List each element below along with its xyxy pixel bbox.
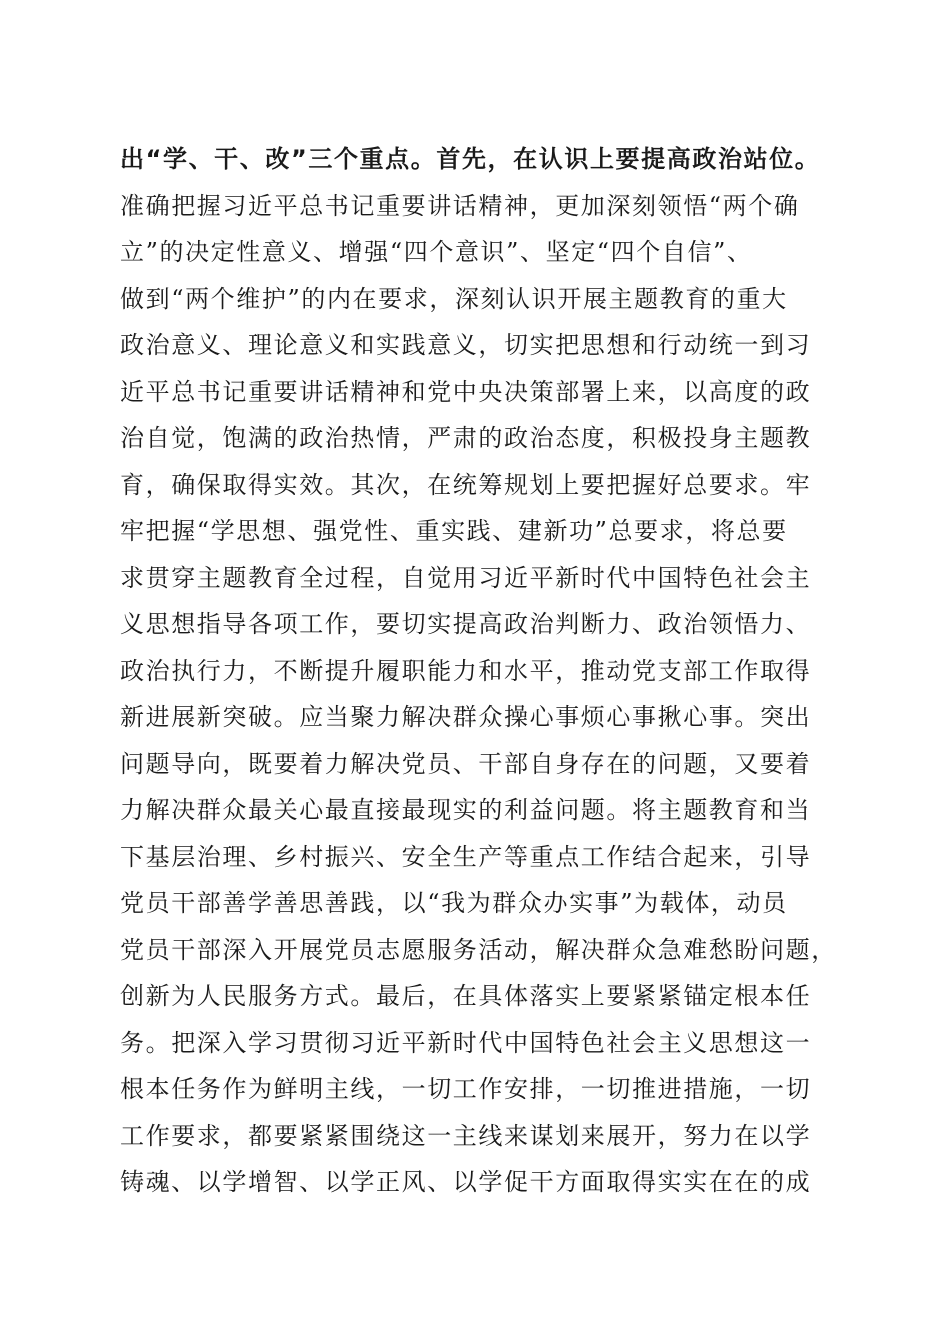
text-line bbox=[120, 601, 835, 648]
text-line bbox=[120, 927, 835, 974]
bold-text-run: 出“学、干、改”三个重点。 bbox=[120, 145, 437, 173]
text-run: 政治意义、理论意义和实践意义，切实把思想和行动统一到习 bbox=[120, 331, 812, 359]
text-line bbox=[120, 787, 835, 834]
text-run: 党员干部深入开展党员志愿服务活动，解决群众急难愁盼问题， bbox=[120, 935, 837, 964]
text-run: 力解决群众最关心最直接最现实的利益问题。将主题教育和当 bbox=[120, 796, 812, 824]
text-line bbox=[120, 322, 835, 369]
text-line bbox=[120, 834, 835, 881]
text-run: 新进展新突破。应当聚力解决群众操心事烦心事揪心事。突出 bbox=[120, 703, 812, 731]
text-run: 务。把深入学习贯彻习近平新时代中国特色社会主义思想这一 bbox=[120, 1028, 812, 1057]
text-run: 问题导向，既要着力解决党员、干部自身存在的问题，又要着 bbox=[120, 749, 812, 778]
text-line bbox=[120, 369, 835, 416]
text-line bbox=[120, 555, 835, 602]
text-line bbox=[120, 462, 835, 509]
text-run: 党员干部善学善思善践，以“我为群众办实事”为载体，动员 bbox=[120, 889, 788, 917]
text-line bbox=[120, 694, 835, 741]
text-run: 义思想指导各项工作，要切实提高政治判断力、政治领悟力、 bbox=[120, 610, 812, 638]
text-run: 铸魂、以学增智、以学正风、以学促干方面取得实实在在的成 bbox=[120, 1168, 812, 1196]
text-run: 创新为人民服务方式。最后，在具体落实上要紧紧锚定根本任 bbox=[120, 982, 812, 1010]
text-line bbox=[120, 276, 835, 323]
bold-text-run: 首先，在认识上要提高政治站位。 bbox=[436, 145, 821, 173]
text-run: 做到“两个维护”的内在要求，深刻认识开展主题教育的重大 bbox=[120, 284, 788, 313]
text-run: 近平总书记重要讲话精神和党中央决策部署上来，以高度的政 bbox=[120, 377, 812, 406]
text-line bbox=[120, 508, 835, 555]
text-line bbox=[120, 136, 835, 183]
text-run: 政治执行力，不断提升履职能力和水平，推动党支部工作取得 bbox=[120, 656, 812, 685]
text-line bbox=[120, 1159, 835, 1206]
text-line bbox=[120, 648, 835, 695]
text-run: 求贯穿主题教育全过程，自觉用习近平新时代中国特色社会主 bbox=[120, 563, 812, 592]
text-line bbox=[120, 973, 835, 1020]
text-run: 工作要求，都要紧紧围绕这一主线来谋划来展开，努力在以学 bbox=[120, 1121, 812, 1150]
text-line bbox=[120, 415, 835, 462]
text-run: 准确把握习近平总书记重要讲话精神，更加深刻领悟“两个确 bbox=[120, 191, 800, 220]
text-run: 根本任务作为鲜明主线，一切工作安排，一切推进措施，一切 bbox=[120, 1075, 812, 1103]
text-line bbox=[120, 229, 835, 276]
text-line bbox=[120, 1020, 835, 1067]
text-run: 牢把握“学思想、强党性、重实践、建新功”总要求，将总要 bbox=[120, 517, 788, 545]
text-run: 育，确保取得实效。其次，在统筹规划上要把握好总要求。牢 bbox=[120, 470, 812, 499]
text-line bbox=[120, 1066, 835, 1113]
document-body-text bbox=[120, 136, 835, 1206]
text-line bbox=[120, 741, 835, 788]
text-line bbox=[120, 880, 835, 927]
text-line bbox=[120, 1113, 835, 1160]
text-run: 治自觉，饱满的政治热情，严肃的政治态度，积极投身主题教 bbox=[120, 424, 812, 452]
text-run: 下基层治理、乡村振兴、安全生产等重点工作结合起来，引导 bbox=[120, 842, 812, 871]
text-run: 立”的决定性意义、增强“四个意识”、坚定“四个自信”、 bbox=[120, 238, 753, 266]
text-line bbox=[120, 183, 835, 230]
